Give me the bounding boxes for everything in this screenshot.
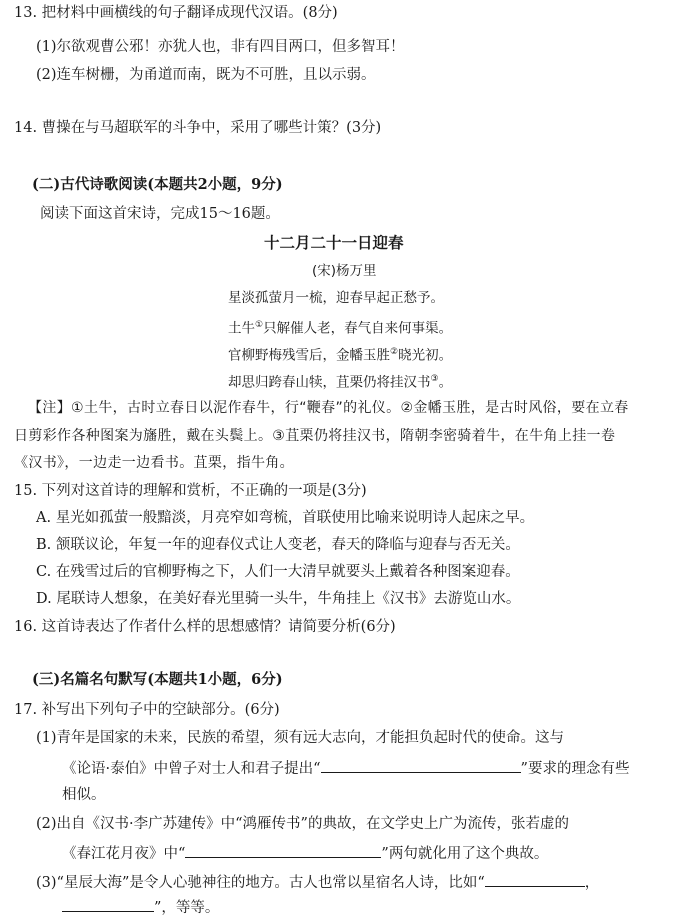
poem-line-4-text-a: 却思归跨春山犊，苴栗仍将挂汉书: [228, 374, 431, 391]
answer-blank-2[interactable]: [185, 842, 381, 858]
q16-stem: 16. 这首诗表达了作者什么样的思想感情？请简要分析(6分): [14, 619, 396, 635]
answer-blank-3[interactable]: [485, 871, 585, 887]
section2-intro: 阅读下面这首宋诗，完成15～16题。: [40, 206, 280, 222]
footnote-marker-1: ①: [255, 320, 264, 330]
q17-part3-comma: ，: [584, 875, 600, 891]
poem-line-4-text-b: 。: [438, 374, 453, 391]
section2-heading: (二)古代诗歌阅读(本题共2小题，9分): [32, 176, 283, 193]
poem-line-2-text-b: 只解催人老，春气自来何事渠。: [263, 320, 453, 337]
poem-line-3-text-b: 晓光初。: [398, 347, 453, 364]
q17-stem: 17. 补写出下列句子中的空缺部分。(6分): [14, 702, 280, 718]
q17-part2-line2: [62, 842, 548, 864]
q17-part2-text-b: ”两句就化用了这个典故。: [381, 846, 549, 862]
poem-author: (宋)杨万里: [312, 263, 377, 279]
q17-part3-text-a: (3)“星辰大海”是令人心驰神往的地方。古人也常以星宿名人诗，比如“: [36, 875, 485, 891]
note-line-2: 日剪彩作各种图案为旛胜，戴在头鬓上。③苴栗仍将挂汉书，隋朝李密骑着牛，在牛角上挂一卷: [14, 428, 616, 444]
poem-line-3: [228, 342, 452, 366]
answer-blank-1[interactable]: [321, 757, 521, 773]
poem-line-2-text-a: 土牛: [228, 320, 255, 337]
q17-part3-line1: [36, 871, 599, 893]
footnote-marker-2: ②: [390, 347, 399, 357]
q14-stem: 14. 曹操在与马超联军的斗争中，采用了哪些计策？(3分): [14, 120, 382, 136]
poem-line-4: [228, 369, 452, 393]
poem-line-1: 星淡孤萤月一梳，迎春早起正愁予。: [228, 290, 444, 306]
poem-title: 十二月二十一日迎春: [264, 233, 404, 252]
note-line-1: 【注】①土牛，古时立春日以泥作春牛，行“鞭春”的礼仪。②金幡玉胜，是古时风俗，要在立春: [28, 400, 629, 416]
answer-blank-4[interactable]: [62, 896, 154, 912]
q17-part1-line1: (1)青年是国家的未来，民族的希望，须有远大志向，才能担负起时代的使命。这与: [36, 730, 565, 746]
section3-heading: (三)名篇名句默写(本题共1小题，6分): [32, 671, 283, 688]
q13-stem: 13. 把材料中画横线的句子翻译成现代汉语。(8分): [14, 5, 338, 21]
q17-part3-text-b: ”，等等。: [154, 900, 220, 916]
q15-option-a: A. 星光如孤萤一般黯淡，月亮窄如弯梳，首联使用比喻来说明诗人起床之早。: [36, 510, 535, 526]
q17-part2-text-a: 《春江花月夜》中“: [62, 846, 186, 862]
q15-option-c: C. 在残雪过后的官柳野梅之下，人们一大清早就要头上戴着各种图案迎春。: [36, 564, 520, 580]
q13-sentence-1: (1)尔欲观曹公邪！亦犹人也，非有四目两口，但多智耳！: [36, 39, 405, 55]
q17-part1-line3: 相似。: [62, 787, 106, 803]
poem-line-3-text-a: 官柳野梅残雪后，金幡玉胜: [228, 347, 390, 364]
q13-sentence-2: (2)连车树栅，为甬道而南，既为不可胜，且以示弱。: [36, 67, 376, 83]
q17-part2-line1: (2)出自《汉书·李广苏建传》中“鸿雁传书”的典故，在文学史上广为流传，张若虚的: [36, 816, 569, 832]
note-line-3: 《汉书》，一边走一边看书。苴栗，指牛角。: [14, 455, 294, 471]
q17-part1-line2: [62, 757, 629, 779]
footnote-marker-3: ③: [430, 374, 439, 384]
q17-part3-line2: [62, 896, 219, 918]
q17-part1-text-a: 《论语·泰伯》中曾子对士人和君子提出“: [62, 761, 321, 777]
q15-option-b: B. 颔联议论，年复一年的迎春仪式让人变老，春天的降临与迎春与否无关。: [36, 537, 520, 553]
q15-option-d: D. 尾联诗人想象，在美好春光里骑一头牛，牛角挂上《汉书》去游览山水。: [36, 591, 521, 607]
q15-stem: 15. 下列对这首诗的理解和赏析，不正确的一项是(3分): [14, 483, 367, 499]
poem-line-2: [228, 315, 452, 339]
q17-part1-text-b: ”要求的理念有些: [520, 761, 630, 777]
